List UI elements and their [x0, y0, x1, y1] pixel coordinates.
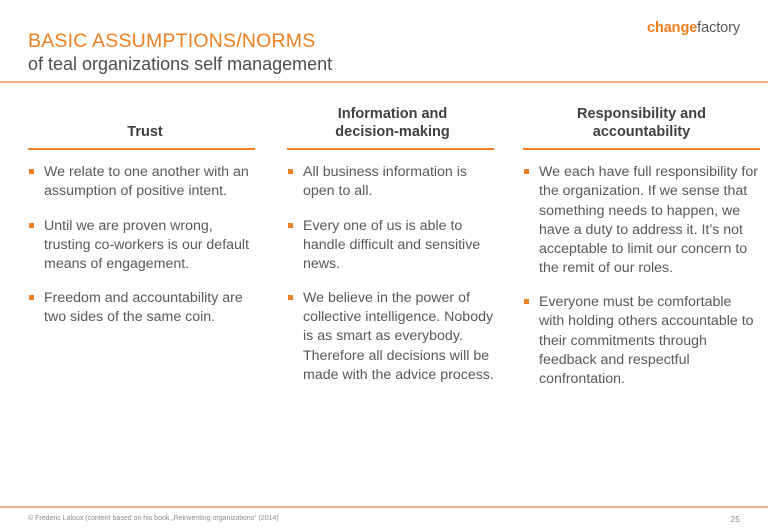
list-item [28, 217, 262, 275]
page-title: BASIC ASSUMPTIONS/NORMS [28, 30, 316, 52]
brand-logo-secondary: factory [697, 20, 740, 36]
brand-logo-primary: change [647, 20, 698, 36]
list-item-text: All business information is open to all. [303, 164, 468, 200]
list-item [287, 163, 498, 201]
header-divider [0, 81, 768, 83]
square-bullet-icon [288, 295, 293, 300]
list-item [523, 163, 760, 278]
list-item-text: Until we are proven wrong, trusting co-workers is our default means of engagement. [44, 217, 250, 272]
list-item [28, 163, 262, 201]
column-heading [523, 104, 760, 145]
list-item-text: Everyone must be comfortable with holding others accountable to their commitments through feedback and respectful confrontation. [539, 294, 754, 387]
bullet-list [28, 163, 262, 327]
column-heading-line1: Information and [337, 105, 448, 122]
list-item [28, 289, 262, 327]
brand-logo [647, 20, 740, 36]
column-heading [287, 104, 498, 145]
list-item-text: We relate to one another with an assumption of positive intent. [44, 164, 249, 200]
column-heading-line1: Trust [127, 124, 163, 141]
column-heading-line1: Responsibility and [577, 105, 706, 122]
square-bullet-icon [29, 223, 34, 228]
page-subtitle: of teal organizations self management [28, 54, 333, 74]
footer-divider [0, 506, 768, 508]
square-bullet-icon [29, 295, 34, 300]
square-bullet-icon [524, 299, 529, 304]
content-columns [0, 104, 768, 389]
slide-header [0, 0, 768, 82]
column-heading-line2: accountability [592, 124, 691, 141]
bullet-list [287, 163, 498, 385]
square-bullet-icon [288, 169, 293, 174]
footer-attribution: © Frederic Laloux (content based on his book „Reinventing organizations“ (2014) [28, 515, 279, 522]
square-bullet-icon [29, 169, 34, 174]
column-responsibility-accountability [508, 104, 768, 389]
list-item [287, 289, 498, 385]
list-item-text: We each have full responsibility for the organization. If we sense that something needs to happen, we have a duty to address it. It’s not acceptable to limit our concern to the remit of our roles. [539, 164, 758, 277]
bullet-list [523, 163, 760, 389]
list-item-text: We believe in the power of collective intelligence. Nobody is as smart as everybody. Therefore all decisions will be made with the advice process. [303, 290, 494, 383]
column-underline [28, 148, 255, 150]
list-item [523, 293, 760, 389]
list-item-text: Every one of us is able to handle difficult and sensitive news. [303, 217, 481, 272]
column-underline [287, 148, 494, 150]
column-information-decision-making [272, 104, 508, 385]
column-trust [0, 104, 272, 327]
square-bullet-icon [288, 223, 293, 228]
list-item-text: Freedom and accountability are two sides of the same coin. [44, 290, 243, 326]
column-heading-line2: decision-making [335, 124, 450, 141]
column-heading [28, 104, 262, 145]
page-number: 25 [730, 514, 740, 524]
square-bullet-icon [524, 169, 529, 174]
list-item [287, 217, 498, 275]
column-underline [523, 148, 760, 150]
